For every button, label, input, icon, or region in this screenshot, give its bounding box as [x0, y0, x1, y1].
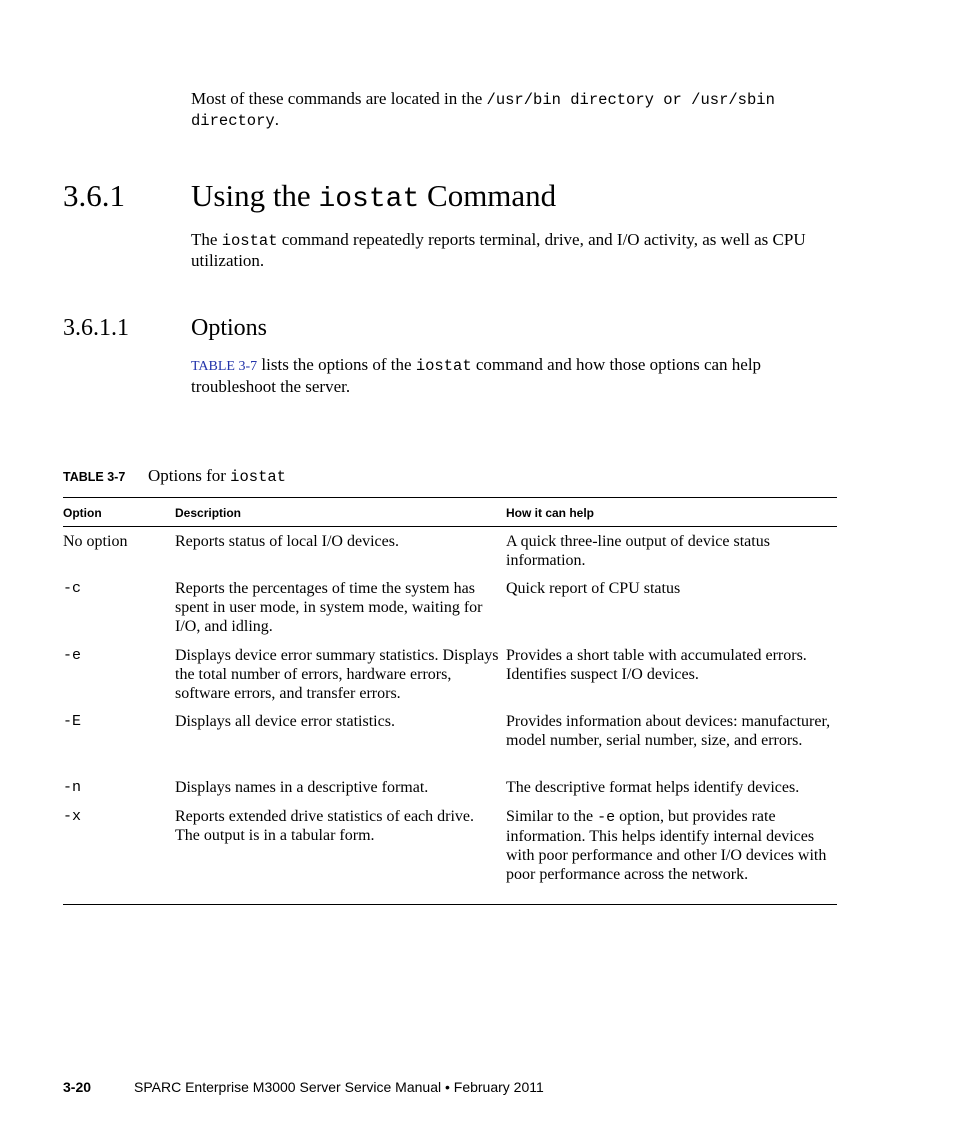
section-title-after: Command — [419, 178, 557, 213]
table-cell-option: -x — [63, 808, 82, 825]
subsection-number: 3.6.1.1 — [63, 315, 129, 341]
table-cell-help — [506, 646, 836, 684]
subsection-paragraph — [191, 355, 841, 397]
intro-code: /usr/bin directory or /usr/sbin directory — [191, 91, 775, 130]
section-paragraph — [191, 230, 841, 271]
table-header-description: Description — [175, 506, 242, 520]
section-title-before: Using the — [191, 178, 319, 213]
table-label: TABLE 3-7 — [63, 470, 126, 484]
footer-text: SPARC Enterprise M3000 Server Service Manual • February 2011 — [134, 1079, 544, 1095]
options-table — [63, 497, 837, 883]
intro-paragraph — [191, 89, 841, 131]
table-cell-description: Displays device error summary statistics. Displays the total number of errors, hardware errors, software errors, and transfer errors. — [175, 647, 499, 702]
table-caption-before: Options for — [148, 466, 231, 485]
table-cell-help-text: Provides information about devices: manufacturer, model number, serial number, size, and errors. — [506, 713, 831, 749]
intro-text-after: . — [274, 110, 279, 129]
table-cell-help-text-before: Similar to the — [506, 808, 598, 825]
table-cell-help-text: The descriptive format helps identify devices. — [506, 779, 800, 796]
table-cell-description: Reports the percentages of time the system has spent in user mode, in system mode, waiting for I/O, and idling. — [175, 580, 483, 635]
table-cell-help-text: A quick three-line output of device status information. — [506, 533, 770, 569]
table-caption — [148, 465, 286, 488]
section-para-after: command repeatedly reports terminal, drive, and I/O activity, as well as CPU utilization. — [191, 230, 806, 270]
subsection-para-code: iostat — [415, 357, 472, 375]
subsection-title: Options — [191, 315, 268, 341]
section-title — [191, 176, 556, 220]
table-cell-description: Reports status of local I/O devices. — [175, 533, 399, 550]
subsection-para-after: command and how those options can help troubleshoot the server. — [191, 355, 762, 396]
table-cell-help — [506, 712, 836, 750]
table-cell-help-text: Provides a short table with accumulated errors. Identifies suspect I/O devices. — [506, 647, 807, 683]
table-cell-help-code: -e — [597, 809, 616, 826]
section-number: 3.6.1 — [63, 178, 125, 213]
table-header-option: Option — [63, 506, 102, 520]
table-cell-option: -e — [63, 647, 82, 664]
subsection-para-before: lists the options of the — [257, 355, 416, 374]
table-cross-reference-link[interactable]: TABLE 3-7 — [191, 359, 258, 374]
table-cell-option: No option — [63, 533, 128, 550]
table-cell-help-text: Quick report of CPU status — [506, 580, 681, 597]
table-header-row — [63, 498, 837, 527]
table-cell-help — [506, 579, 836, 598]
table-cell-option: -n — [63, 779, 82, 796]
table-cell-description: Displays all device error statistics. — [175, 713, 395, 730]
table-cell-help — [506, 778, 836, 797]
section-para-before: The — [191, 230, 222, 249]
table-cell-help-text-after: option, but provides rate information. This helps identify internal devices with poor performance and other I/O devices with poor performance across the network. — [506, 808, 827, 883]
page-number: 3-20 — [63, 1079, 92, 1095]
table-caption-code: iostat — [230, 468, 286, 486]
table-bottom-rule — [63, 904, 837, 905]
table-cell-help — [506, 532, 836, 570]
section-para-code: iostat — [221, 232, 278, 250]
table-cell-help — [506, 807, 836, 884]
table-cell-option: -c — [63, 580, 82, 597]
table-cell-option: -E — [63, 713, 82, 730]
table-header-help: How it can help — [506, 506, 595, 520]
table-cell-description: Reports extended drive statistics of each drive. The output is in a tabular form. — [175, 808, 475, 844]
intro-text-before: Most of these commands are located in the — [191, 89, 487, 108]
section-title-code: iostat — [318, 184, 420, 215]
table-cell-description: Displays names in a descriptive format. — [175, 779, 429, 796]
